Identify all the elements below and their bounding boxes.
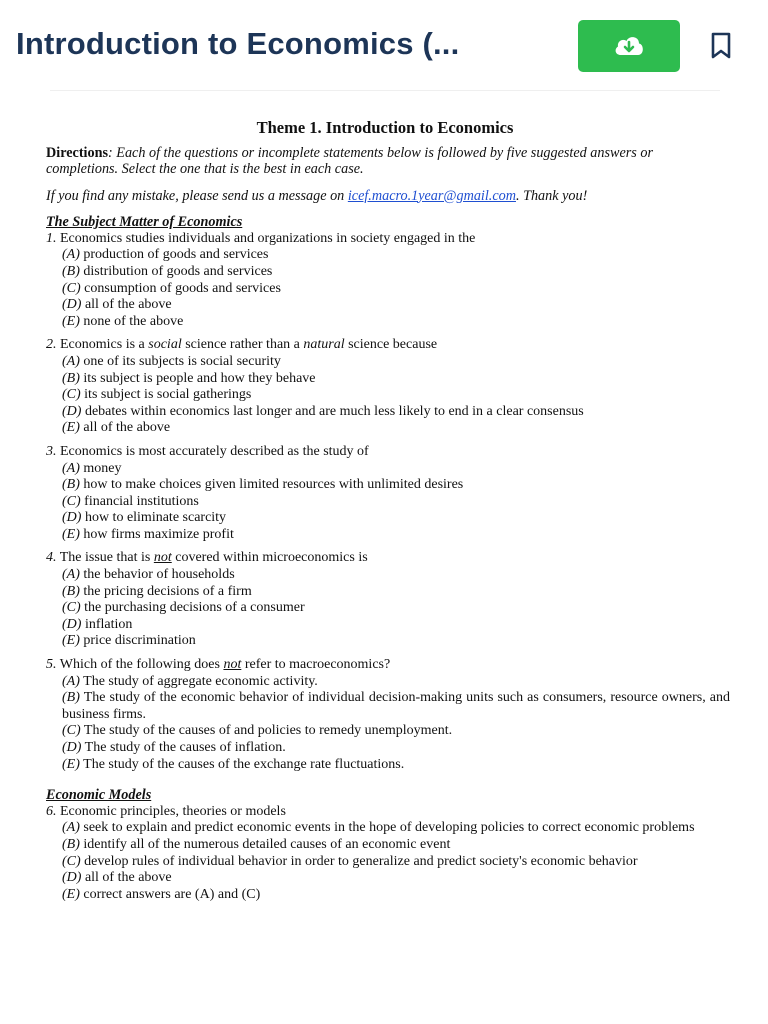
document-title: Introduction to Economics (... bbox=[16, 26, 460, 61]
option[interactable]: (C) the purchasing decisions of a consumer bbox=[62, 600, 305, 616]
question-1 bbox=[46, 231, 736, 331]
document-page bbox=[46, 120, 736, 903]
section-heading-economic-models: Economic Models bbox=[46, 787, 152, 804]
question-number: 4. bbox=[46, 550, 57, 566]
option[interactable]: (C) consumption of goods and services bbox=[62, 280, 281, 296]
question-number: 5. bbox=[46, 657, 57, 673]
option[interactable]: (C) financial institutions bbox=[62, 493, 199, 509]
option[interactable]: (A) production of goods and services bbox=[62, 247, 269, 263]
option[interactable]: (A) money bbox=[62, 460, 122, 476]
question-text: Economics studies individuals and organizations in society engaged in the bbox=[56, 230, 476, 246]
bookmark-button[interactable] bbox=[706, 30, 736, 62]
top-bar bbox=[0, 0, 768, 90]
option[interactable]: (E) The study of the causes of the exchange rate fluctuations. bbox=[62, 756, 405, 772]
question-4: 4. The issue that is not covered within microeconomics is (A) the behavior of households (B) the pricing decisions of a firm (C) the purchasing decisions of a consumer (D) inflation (E) price discrimination bbox=[46, 550, 736, 650]
header-divider bbox=[50, 90, 720, 91]
option[interactable]: (A) one of its subjects is social security bbox=[62, 353, 281, 369]
download-button[interactable] bbox=[578, 20, 680, 72]
option[interactable]: (E) none of the above bbox=[62, 313, 184, 329]
mistake-prefix: If you find any mistake, please send us a message on bbox=[46, 187, 348, 204]
option[interactable]: (D) inflation bbox=[62, 616, 133, 632]
mistake-note bbox=[46, 188, 736, 205]
option[interactable]: (A) seek to explain and predict economic events in the hope of developing policies to correct economic problems bbox=[62, 820, 695, 836]
option[interactable]: (B) The study of the economic behavior of individual decision-making units such as consumers, resource owners, and business firms. bbox=[62, 690, 730, 722]
question-number: 6. bbox=[46, 803, 57, 819]
option[interactable]: (B) identify all of the numerous detailed causes of an economic event bbox=[62, 836, 451, 852]
option[interactable]: (B) its subject is people and how they behave bbox=[62, 370, 316, 386]
option[interactable]: (C) The study of the causes of and policies to remedy unemployment. bbox=[62, 723, 453, 739]
option[interactable]: (D) The study of the causes of inflation. bbox=[62, 740, 286, 755]
option[interactable]: (D) all of the above bbox=[62, 870, 172, 886]
option[interactable]: (D) debates within economics last longer and are much less likely to end in a clear consensus bbox=[62, 403, 584, 419]
option[interactable]: (E) all of the above bbox=[62, 420, 171, 436]
option[interactable]: (C) develop rules of individual behavior in order to generalize and predict society's economic behavior bbox=[62, 853, 638, 869]
question-3: 3. Economics is most accurately described as the study of (A) money (B) how to make choices given limited resources with unlimited desires (C) financial institutions (D) how to eliminate scarcity (E) how firms maximize profit bbox=[46, 444, 736, 544]
option[interactable]: (E) price discrimination bbox=[62, 633, 196, 649]
option[interactable]: (D) how to eliminate scarcity bbox=[62, 510, 227, 526]
question-2: 2. Economics is a social science rather than a natural science because (A) one of its subjects is social security (B) its subject is people and how they behave (C) its subject is social gatherings (D) debates within economics last longer and are much less likely to end in a clear consensus (E) all of the above bbox=[46, 337, 736, 437]
option[interactable]: (B) the pricing decisions of a firm bbox=[62, 583, 252, 599]
option[interactable]: (B) distribution of goods and services bbox=[62, 263, 273, 279]
question-number: 1. bbox=[46, 230, 57, 246]
option[interactable]: (A) The study of aggregate economic activity. bbox=[62, 673, 318, 689]
question-number: 3. bbox=[46, 443, 57, 459]
option[interactable]: (B) how to make choices given limited resources with unlimited desires bbox=[62, 477, 464, 493]
option[interactable]: (E) how firms maximize profit bbox=[62, 526, 234, 542]
section-heading-subject-matter: The Subject Matter of Economics bbox=[46, 214, 243, 231]
directions-label: Directions bbox=[46, 144, 108, 161]
directions-text: : Each of the questions or incomplete statements below is followed by five suggested answers or completions. Select the one that is the best in each case. bbox=[46, 144, 653, 178]
question-5: 5. Which of the following does not refer to macroeconomics? (A) The study of aggregate economic activity. (B) The study of the economic behavior of individual decision-making units such as consumers, resource owners, and business firms. (C) The study of the causes of and policies to remedy unemployment. (D) The study of the causes of inflation. (E) The study of the causes of the exchange rate fluctuations. bbox=[46, 657, 736, 773]
question-number: 2. bbox=[46, 337, 57, 353]
directions bbox=[46, 145, 708, 178]
cloud-download-icon bbox=[612, 33, 646, 59]
email-link[interactable]: icef.macro.1year@gmail.com bbox=[347, 187, 516, 204]
mistake-suffix: . Thank you! bbox=[515, 187, 588, 204]
option[interactable]: (A) the behavior of households bbox=[62, 567, 235, 583]
option[interactable]: (C) its subject is social gatherings bbox=[62, 387, 252, 403]
bookmark-icon bbox=[710, 32, 732, 60]
theme-title: Theme 1. Introduction to Economics bbox=[256, 118, 514, 137]
option[interactable]: (E) correct answers are (A) and (C) bbox=[62, 886, 261, 902]
question-6: 6. Economic principles, theories or models (A) seek to explain and predict economic events in the hope of developing policies to correct economic problems (B) identify all of the numerous detailed causes of an economic event (C) develop rules of individual behavior in order to generalize and predict society's economic behavior (D) all of the above (E) correct answers are (A) and (C) bbox=[46, 804, 736, 904]
option[interactable]: (D) all of the above bbox=[62, 297, 172, 313]
